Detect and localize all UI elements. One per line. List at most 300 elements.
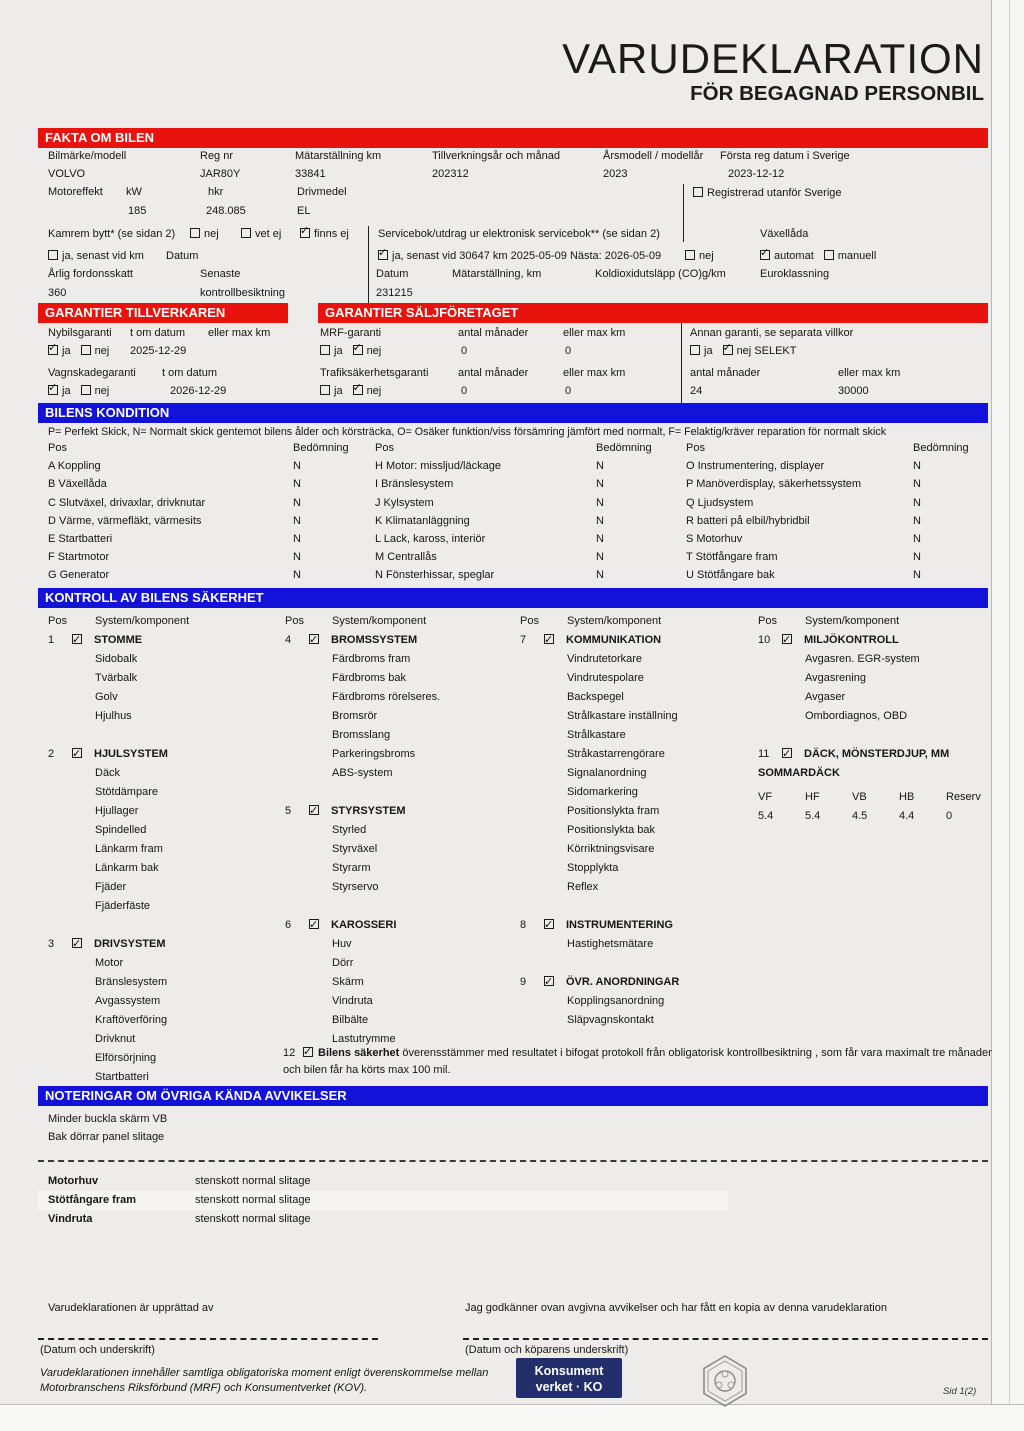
safety-group (48, 935, 283, 1087)
safety-item: Strålkastare inställning (567, 710, 678, 722)
kondition-body (38, 423, 988, 588)
safety-column (520, 612, 755, 1030)
section-header-noteringar: NOTERINGAR OM ÖVRIGA KÄNDA AVVIKELSER (38, 1086, 988, 1106)
kondition-legend: P= Perfekt Skick, N= Normalt skick gentemot bilens ålder och körsträcka, O= Osäker funktion/viss försämring jämfört med normalt, F= Felaktig/kräver reparation för normalt skick (48, 426, 887, 438)
safety-item: Släpvagnskontakt (567, 1014, 654, 1026)
condition-item-grade: N (596, 551, 604, 564)
senaste-label: Senaste (200, 268, 241, 280)
safety-system-header: System/komponent (95, 615, 190, 627)
tyre-value: 4.5 (852, 810, 868, 822)
safety-item: Kopplingsanordning (567, 995, 665, 1007)
trafik-km-value: 0 (565, 385, 572, 397)
condition-item-grade: N (293, 569, 301, 582)
condition-item-grade: N (293, 532, 301, 545)
skatt-value: 360 (48, 287, 67, 299)
noteringar-note-text: stenskott normal slitage (195, 1194, 311, 1206)
condition-item-label: D Värme, värmefläkt, värmesits (48, 514, 202, 527)
safety-item: Styrservo (332, 881, 379, 893)
safety-group-checkbox[interactable] (72, 748, 82, 758)
safety-pos-header: Pos (758, 615, 777, 627)
koldioxid-label: Koldioxidutsläpp (CO)g/km (595, 268, 726, 280)
condition-item-grade: N (293, 514, 301, 527)
condition-item-grade: N (596, 532, 604, 545)
bilmarke-value: VOLVO (48, 168, 86, 180)
drivmedel-label: Drivmedel (297, 186, 347, 198)
kamrem-vetej-checkbox[interactable] (241, 228, 251, 238)
safety-group-number: 7 (520, 634, 527, 646)
safety-item: Körriktningsvisare (567, 843, 655, 855)
kamrem-finnsej-label: finns ej (314, 228, 349, 240)
noteringar-note: Bak dörrar panel slitage (48, 1131, 165, 1143)
condition-item-grade: N (913, 478, 921, 491)
vaxellada-options (760, 250, 876, 263)
trafik-ja-checkbox[interactable] (320, 385, 330, 395)
safety-group-title: INSTRUMENTERING (566, 919, 673, 931)
condition-item-grade: N (596, 478, 604, 491)
safety-item: Ombordiagnos, OBD (805, 710, 908, 722)
safety-item: Sidobalk (95, 653, 138, 665)
matarstallning-km-label: Mätarställning, km (452, 268, 542, 280)
safety-group (48, 631, 283, 726)
condition-grade-header: Bedömning (293, 442, 349, 454)
safety-item: Backspegel (567, 691, 624, 703)
vagnskade-label: Vagnskadegaranti (48, 367, 136, 379)
legal-text: Varudeklarationen innehåller samtliga obligatoriska moment enligt överenskommelse mellan Motorbranschens Riksförbund (MRF) och Konsumentverket (KOV). (40, 1367, 489, 1394)
mrf-nej-checkbox[interactable] (353, 345, 363, 355)
safety-group-subtitle: SOMMARDÄCK (758, 767, 840, 779)
registrerad-option (693, 187, 842, 200)
safety-group-checkbox[interactable] (309, 919, 319, 929)
noteringar-part: Motorhuv (48, 1175, 99, 1187)
noteringar-separator (38, 1160, 988, 1162)
datum-label: Datum (376, 268, 409, 280)
noteringar-rows (38, 1172, 728, 1229)
safety-item: Avgasren. EGR-system (805, 653, 920, 665)
condition-item-label: E Startbatteri (48, 532, 113, 545)
mrf-manader-label: antal månader (458, 327, 529, 339)
safety-group-title: KAROSSERI (331, 919, 397, 931)
condition-item-label: L Lack, kaross, interiör (375, 532, 486, 545)
condition-item-label: S Motorhuv (686, 532, 743, 545)
mrf-maxkm-label: eller max km (563, 327, 626, 339)
condition-item-label: K Klimatanläggning (375, 514, 470, 527)
safety-item: Länkarm fram (95, 843, 163, 855)
safety-column-header (758, 612, 993, 631)
nybils-tom-label: t om datum (130, 327, 186, 339)
footer (38, 1296, 988, 1406)
tillverkningsar-label: Tillverkningsår och månad (432, 150, 560, 162)
safety-column-header (520, 612, 755, 631)
manuell-checkbox[interactable] (824, 250, 834, 260)
mrf-ja-checkbox[interactable] (320, 345, 330, 355)
signature-line-buyer (463, 1338, 988, 1340)
condition-item-grade: N (913, 460, 921, 473)
safety-item: Styrarm (332, 862, 371, 874)
safety-item: Huv (332, 938, 352, 950)
annan-manader-label: antal månader (690, 367, 761, 379)
safety-column (758, 612, 993, 826)
safety-item: Positionslykta bak (567, 824, 656, 836)
godkanner-label: Jag godkänner ovan avgivna avvikelser och har fått en kopia av denna varudeklaration (465, 1302, 887, 1314)
tyre-header: HF (805, 791, 820, 803)
safety-column (285, 612, 520, 1049)
fakta-body (38, 148, 988, 303)
kamrem-finnsej-option (300, 228, 349, 241)
safety-item: Sidomarkering (567, 786, 638, 798)
mrf-label: MRF-garanti (320, 327, 382, 339)
section-header-garanti-tillverkaren: GARANTIER TILLVERKAREN (38, 303, 288, 323)
kamrem-nej-option (190, 228, 219, 241)
safety-item: Färdbroms bak (332, 672, 406, 684)
servicebok-ja-checkbox[interactable] (378, 250, 388, 260)
trafik-label: Trafiksäkerhetsgaranti (320, 367, 429, 379)
arsmodell-value: 2023 (603, 168, 628, 180)
safety-group (285, 802, 520, 897)
condition-item-label: F Startmotor (48, 551, 110, 564)
kamrem-label: Kamrem bytt* (se sidan 2) (48, 228, 176, 240)
safety-item: Fjäderfäste (95, 900, 151, 912)
annan-manader-value: 24 (690, 385, 703, 397)
condition-item-label: M Centrallås (375, 551, 437, 564)
safety-column-header (285, 612, 520, 631)
nybils-nej-checkbox[interactable] (81, 345, 91, 355)
safety-group-checkbox[interactable] (72, 634, 82, 644)
safety-item: Motor (95, 957, 124, 969)
section-header-fakta: FAKTA OM BILEN (38, 128, 988, 148)
safety-item: Positionslykta fram (567, 805, 660, 817)
euroklassning-label: Euroklassning (760, 268, 830, 280)
tyre-header: VF (758, 791, 773, 803)
safety-item: Dörr (332, 957, 354, 969)
safety-item12-bold: Bilens säkerhet (318, 1047, 400, 1059)
safety-item: Styrled (332, 824, 367, 836)
safety-group (48, 745, 283, 916)
safety-item: Bränslesystem (95, 976, 168, 988)
condition-item-grade: N (293, 551, 301, 564)
noteringar-notes (38, 1110, 168, 1146)
safety-group (758, 631, 993, 726)
annan-nej-checkbox[interactable] (723, 345, 733, 355)
sakerhet-body (38, 612, 992, 1090)
kamrem-finnsej-checkbox[interactable] (300, 228, 310, 238)
kamrem-vetej-option (241, 228, 281, 241)
automat-checkbox[interactable] (760, 250, 770, 260)
safety-group-number: 1 (48, 634, 55, 646)
servicebok-nej-checkbox[interactable] (685, 250, 695, 260)
condition-item-label: H Motor: missljud/läckage (375, 460, 501, 473)
annan-ja-checkbox[interactable] (690, 345, 700, 355)
safety-group-number: 3 (48, 938, 55, 950)
safety-group-checkbox[interactable] (309, 634, 319, 644)
kw-value: 185 (128, 205, 147, 217)
condition-item-grade: N (596, 460, 604, 473)
safety-item: Strålkastare (567, 729, 626, 741)
safety-item: Vindrutetorkare (567, 653, 643, 665)
safety-group-checkbox[interactable] (309, 805, 319, 815)
nybils-ja-checkbox[interactable] (48, 345, 58, 355)
datum-underskrift-label: (Datum och underskrift) (40, 1344, 155, 1356)
page-edge-bottom (0, 1404, 1024, 1431)
mrf-manader-value: 0 (461, 345, 468, 357)
automat-label: automat (774, 250, 814, 262)
manuell-label: manuell (837, 250, 877, 262)
vagnskade-datum-value: 2026-12-29 (170, 385, 227, 397)
annan-km-value: 30000 (838, 385, 869, 397)
safety-item: Lastutrymme (332, 1033, 396, 1045)
condition-item-label: O Instrumentering, displayer (686, 460, 825, 473)
hkr-label: hkr (208, 186, 224, 198)
noteringar-row (38, 1191, 728, 1210)
condition-item-grade: N (913, 496, 921, 509)
noteringar-note-text: stenskott normal slitage (195, 1213, 311, 1225)
document-title (562, 36, 984, 105)
nybils-maxkm-label: eller max km (208, 327, 271, 339)
kw-label: kW (126, 186, 142, 198)
safety-item: Stötdämpare (95, 786, 158, 798)
drivmedel-value: EL (297, 205, 311, 217)
kamrem-vetej-label: vet ej (255, 228, 282, 240)
kamrem-ja-option (48, 250, 144, 263)
vagnskade-tom-label: t om datum (162, 367, 218, 379)
safety-item: Stråkastarrengörare (567, 748, 665, 760)
safety-item: Avgasrening (805, 672, 866, 684)
noteringar-row (38, 1210, 728, 1229)
matarstallning-label: Mätarställning km (295, 150, 382, 162)
tyre-value: 0 (946, 810, 953, 822)
tyre-value-row (758, 807, 993, 826)
safety-group-number: 2 (48, 748, 55, 760)
kv-line1: Konsument (534, 1364, 604, 1378)
safety-group-number: 12 (283, 1047, 296, 1059)
safety-item: Däck (95, 767, 121, 779)
vagnskade-nej-checkbox[interactable] (81, 385, 91, 395)
safety-pos-header: Pos (285, 615, 304, 627)
condition-item-label: I Bränslesystem (375, 478, 454, 491)
safety-item: Färdbroms fram (332, 653, 411, 665)
mrf-logo-icon (700, 1354, 750, 1408)
konsumentverket-badge (516, 1358, 622, 1398)
condition-item-label: T Stötfångare fram (686, 551, 778, 564)
condition-item-grade: N (596, 496, 604, 509)
safety-group-checkbox[interactable] (782, 634, 792, 644)
kamrem-ja-checkbox[interactable] (48, 250, 58, 260)
safety-group-checkbox[interactable] (544, 976, 554, 986)
safety-group-title: DRIVSYSTEM (94, 938, 166, 950)
condition-item-label: R batteri på elbil/hybridbil (686, 514, 810, 527)
safety-group (285, 916, 520, 1049)
safety-item: Bromsrör (332, 710, 378, 722)
condition-item-label: U Stötfångare bak (686, 569, 775, 582)
noteringar-body (38, 1106, 988, 1236)
safety-group-number: 11 (758, 748, 770, 760)
safety-pos-header: Pos (520, 615, 539, 627)
condition-pos-header: Pos (48, 442, 67, 454)
safety-group-title: BROMSSYSTEM (331, 634, 418, 646)
divider-servicebok (368, 226, 369, 303)
tyre-value: 5.4 (758, 810, 774, 822)
signature-line-seller (38, 1338, 378, 1340)
annan-maxkm-label: eller max km (838, 367, 901, 379)
safety-item-12 (283, 1045, 997, 1079)
servicebok-ja-option (378, 250, 661, 263)
mrf-janej: ja ✓ nej (320, 345, 381, 358)
mrf-km-value: 0 (565, 345, 572, 357)
condition-pos-header: Pos (686, 442, 705, 454)
safety-group-title: DÄCK, MÖNSTERDJUP, MM (804, 748, 950, 760)
safety-item: Reflex (567, 881, 599, 893)
safety-item: Avgaser (805, 691, 846, 703)
vagnskade-ja-checkbox[interactable] (48, 385, 58, 395)
section-header-garanti-saljforetaget: GARANTIER SÄLJFÖRETAGET (318, 303, 988, 323)
nybils-datum-value: 2025-12-29 (130, 345, 187, 357)
kamrem-nej-checkbox[interactable] (190, 228, 200, 238)
servicebok-nej-option (685, 250, 714, 263)
trafik-maxkm-label: eller max km (563, 367, 626, 379)
condition-item-grade: N (293, 478, 301, 491)
safety-group-number: 10 (758, 634, 771, 646)
safety-item: Styrväxel (332, 843, 378, 855)
safety-item: Hastighetsmätare (567, 938, 654, 950)
safety-group-checkbox[interactable] (544, 919, 554, 929)
safety-item: Hjullager (95, 805, 139, 817)
arsmodell-label: Årsmodell / modellår (603, 150, 704, 162)
condition-item-label: N Fönsterhissar, speglar (375, 569, 495, 582)
condition-item-label: J Kylsystem (375, 496, 434, 509)
vaxellada-label: Växellåda (760, 228, 809, 240)
safety-item12-text: överensstämmer med resultatet i bifogat protokoll från obligatorisk kontrollbesiktning , som får vara maximalt tre månader och bilen får ha körts max 100 mil. (283, 1047, 992, 1076)
condition-item-grade: N (293, 496, 301, 509)
servicebok-label: Servicebok/utdrag ur elektronisk servicebok** (se sidan 2) (378, 228, 660, 240)
regnr-label: Reg nr (200, 150, 234, 162)
kamrem-nej-label: nej (204, 228, 219, 240)
tillverkningsar-value: 202312 (432, 168, 469, 180)
page-edge-right (991, 0, 1024, 1405)
safety-item: Hjulhus (95, 710, 132, 722)
safety-item: Tvärbalk (95, 672, 138, 684)
garanti-body (38, 323, 988, 403)
safety-item: Parkeringsbroms (332, 748, 416, 760)
skatt-label: Årlig fordonsskatt (48, 268, 133, 280)
safety-group-checkbox[interactable] (782, 748, 792, 758)
noteringar-row (38, 1172, 728, 1191)
servicebok-ja-label: ja, senast vid 30647 km 2025-05-09 Nästa: 2026-05-09 (392, 250, 662, 262)
annan-janej: ja ✓ nej SELEKT (690, 345, 796, 358)
safety-group-title: STOMME (94, 634, 143, 646)
condition-grade-header: Bedömning (596, 442, 652, 454)
safety-group-checkbox[interactable] (544, 634, 554, 644)
garanti-bars (38, 303, 988, 323)
safety-item: Signalanordning (567, 767, 647, 779)
safety-group (520, 631, 755, 897)
datum-value: 231215 (376, 287, 413, 299)
safety-item: Spindelled (95, 824, 147, 836)
safety-group-title: MILJÖKONTROLL (804, 634, 899, 646)
safety-item: Färdbroms rörelseres. (332, 691, 441, 703)
bilmarke-label: Bilmärke/modell (48, 150, 127, 162)
noteringar-note: Minder buckla skärm VB (48, 1113, 168, 1125)
condition-item-label: A Koppling (48, 460, 101, 473)
condition-item-grade: N (913, 551, 921, 564)
safety-system-header: System/komponent (332, 615, 427, 627)
nybils-janej: ✓ja nej (48, 345, 109, 358)
condition-item-label: Q Ljudsystem (686, 496, 754, 509)
condition-item-grade: N (913, 569, 921, 582)
hkr-value: 248.085 (206, 205, 246, 217)
trafik-manader-value: 0 (461, 385, 468, 397)
forsta-reg-label: Första reg datum i Sverige (720, 150, 850, 162)
safety-column-header (48, 612, 283, 631)
condition-item-label: G Generator (48, 569, 110, 582)
safety-group-title: HJULSYSTEM (94, 748, 168, 760)
condition-item-label: B Växellåda (48, 478, 107, 491)
section-header-kondition: BILENS KONDITION (38, 403, 988, 423)
safety-group-checkbox[interactable] (72, 938, 82, 948)
safety-item: Fjäder (95, 881, 127, 893)
safety-item: Stopplykta (567, 862, 619, 874)
safety-group-title: ÖVR. ANORDNINGAR (566, 976, 680, 988)
forsta-reg-value: 2023-12-12 (728, 168, 785, 180)
safety-group-number: 9 (520, 976, 527, 988)
safety-item: Bromsslang (332, 729, 391, 741)
tyre-header-row (758, 788, 993, 807)
safety-item: Avgassystem (95, 995, 161, 1007)
tyre-value: 5.4 (805, 810, 821, 822)
tyre-header: Reserv (946, 791, 981, 803)
safety-group-number: 5 (285, 805, 292, 817)
matarstallning-value: 33841 (295, 168, 326, 180)
safety-group (520, 973, 755, 1030)
servicebok-nej-label: nej (699, 250, 714, 262)
title-line1: VARUDEKLARATION (562, 35, 984, 82)
registrerad-checkbox[interactable] (693, 187, 703, 197)
safety-column (48, 612, 283, 1087)
condition-pos-header: Pos (375, 442, 394, 454)
section-header-sakerhet: KONTROLL AV BILENS SÄKERHET (38, 588, 988, 608)
trafik-janej: ja ✓ nej (320, 385, 381, 398)
annan-label: Annan garanti, se separata villkor (690, 327, 854, 339)
trafik-nej-checkbox[interactable] (353, 385, 363, 395)
safety-system-header: System/komponent (805, 615, 900, 627)
kontrollbesiktning-label: kontrollbesiktning (200, 287, 285, 299)
safety-group (285, 631, 520, 783)
safety-group (758, 745, 993, 826)
nybils-label: Nybilsgaranti (48, 327, 112, 339)
condition-item-label: C Slutväxel, drivaxlar, drivknutar (48, 496, 206, 509)
page-number: Sid 1(2) (943, 1386, 977, 1397)
upprattad-label: Varudeklarationen är upprättad av (48, 1302, 214, 1314)
safety-item: Golv (95, 691, 118, 703)
motoreffekt-label: Motoreffekt (48, 186, 103, 198)
condition-item-grade: N (596, 569, 604, 582)
safety-group-title: KOMMUNIKATION (566, 634, 662, 646)
safety-item: Elförsörjning (95, 1052, 157, 1064)
safety-item: ABS-system (332, 767, 393, 779)
safety-group (520, 916, 755, 954)
divider-registrerad (683, 184, 684, 242)
noteringar-part: Stötfångare fram (48, 1194, 137, 1206)
tyre-header: HB (899, 791, 915, 803)
safety-system-header: System/komponent (567, 615, 662, 627)
safety-item: Kraftöverföring (95, 1014, 168, 1026)
regnr-value: JAR80Y (200, 168, 241, 180)
safety-group-number: 6 (285, 919, 292, 931)
safety-item: Drivknut (95, 1033, 136, 1045)
condition-item-label: P Manöverdisplay, säkerhetssystem (686, 478, 862, 491)
safety-item: Vindruta (332, 995, 373, 1007)
safety-group-title: STYRSYSTEM (331, 805, 406, 817)
safety-item: Skärm (332, 976, 364, 988)
safety-item: Startbatteri (95, 1071, 149, 1083)
